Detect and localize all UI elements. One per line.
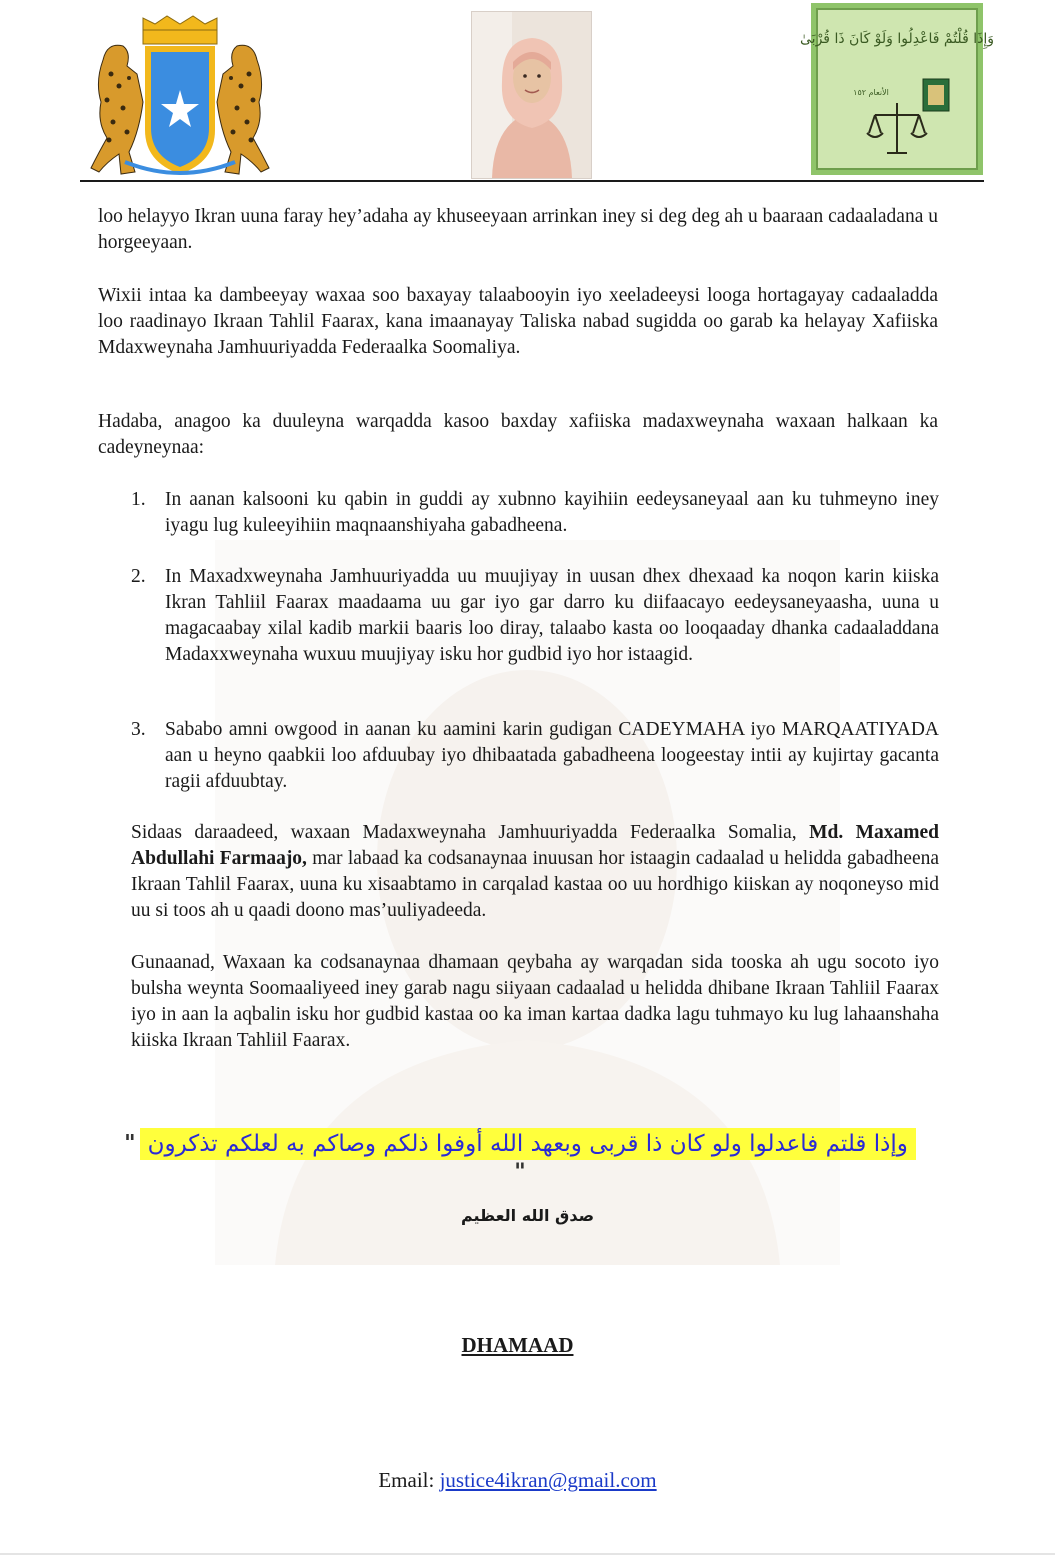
quran-verse-image [800, 3, 994, 175]
request-text-start: Sidaas daraadeed, waxaan Madaxweynaha Jamhuuriyadda Federaalka Somalia, [131, 822, 797, 843]
page-bottom-edge [0, 1553, 1055, 1555]
list-text: Sababo amni owgood in aanan ku aamini karin gudigan CADEYMAHA iyo MARQAATIYADA aan u heyno qaabkii loo afduubay iyo dhibaatada gabadheena loogeestay intii ay kujirtay gacanta ragii afduubtay. [165, 719, 939, 792]
somalia-coat-of-arms-logo [85, 12, 275, 182]
list-item [131, 717, 939, 795]
paragraph-declaration: Hadaba, anagoo ka duuleyna warqadda kasoo baxday xafiiska madaxweynaha waxaan halkaan ka cadeyneynaa: [98, 411, 938, 458]
list-text: In aanan kalsooni ku qabin in guddi ay xubnno kayihiin eedeysaneyaal aan ku tuhmeyno iney iyagu lug kuleeyihiin maqnaanshiyaha gabadheena. [165, 489, 939, 536]
paragraph-conclusion: Gunaanad, Waxaan ka codsanaynaa dhamaan qeybaha ay warqadan sida tooska ah ugu socoto iyo bulsha weynta Soomaaliyeed iney garab nagu siiyaan cadaalad u helidda dhibane Ikraan Tahliil Faarax iyo in aan la aqbalin isku hor gudbid kastaa oo ka iman kartaa dadka lagu tuhmayo ku lug lahaanshaha kiiska Ikraan Tahliil Faarax. [131, 952, 939, 1051]
request-text-end: mar labaad ka codsanaynaa inuusan hor istaagin cadaalad u helidda gabadheena Ikraan Tahlil Faarax, uuna ku xisaabtamo in carqalad kastaa oo uu hordhigo kiiskan ay noqoneyso mid uu si toos ah u qaadi doono mas’uuliyadeeda. [131, 848, 940, 921]
verse-box-text: وَإِذَا قُلْتُمْ فَاعْدِلُوا وَلَوْ كَانَ ذَا قُرْبَىٰ [800, 31, 994, 47]
list-number: 2. [131, 566, 146, 587]
portrait-photo [471, 11, 592, 179]
list-number: 3. [131, 719, 146, 740]
end-heading: DHAMAAD [461, 1333, 574, 1357]
arabic-verse: وإذا قلتم فاعدلوا ولو كان ذا قربى وبعهد الله أوفوا ذلكم وصاكم به لعلكم تذكرون [140, 1128, 916, 1160]
paragraph-request [131, 820, 939, 924]
letterhead [0, 0, 1055, 190]
president-name: Md. Maxamed Abdullahi Farmaajo, [131, 822, 940, 869]
paragraph-intro: loo helayyo Ikran uuna faray hey’adaha ay khuseeyaan arrinkan iney si deg deg ah u baaraan cadaaladana u horgeeyaan. [98, 206, 938, 253]
list-item [131, 564, 939, 668]
quran-quote [120, 1128, 920, 1185]
verse-box-ref: الأنعام ١٥٢ [853, 88, 889, 97]
list-text: In Maxadxweynaha Jamhuuriyadda uu muujiyay in uusan dhex dhexaad ka noqon karin kiiska Ikran Tahliil Faarax maadaama uu gar iyo gar darro ku diifaacayo eedeysaneyaasha, uuna u magacaabay xilal kadib markii baaris loo diray, talaabo kasta oo looqaaday dhanka cadaaladdana Madaxxweynaha wuxuu muujiyay isku hor gudbid iyo hor istaagid. [165, 566, 939, 665]
quote-mark-open: " [124, 1131, 136, 1157]
email-line [0, 1468, 1035, 1493]
list-item [131, 487, 939, 539]
email-label: Email: [378, 1468, 435, 1492]
list-number: 1. [131, 489, 146, 510]
email-link[interactable]: justice4ikran@gmail.com [439, 1468, 657, 1492]
header-divider [80, 180, 984, 182]
quote-mark-close: " [514, 1160, 526, 1185]
paragraph-measures: Wixii intaa ka dambeeyay waxaa soo baxayay talaabooyin iyo xeeladeeysi looga hortagayay cadaaladda loo raadinayo Ikraan Tahlil Faarax, kana imaanayay Taliska nabad sugidda oo garab ka helayay Xafiiska Mdaxweynaha Jamhuuriyadda Federaalka Soomaliya. [98, 285, 938, 358]
sadaq-allah-text: صدق الله العظيم [460, 1206, 595, 1225]
